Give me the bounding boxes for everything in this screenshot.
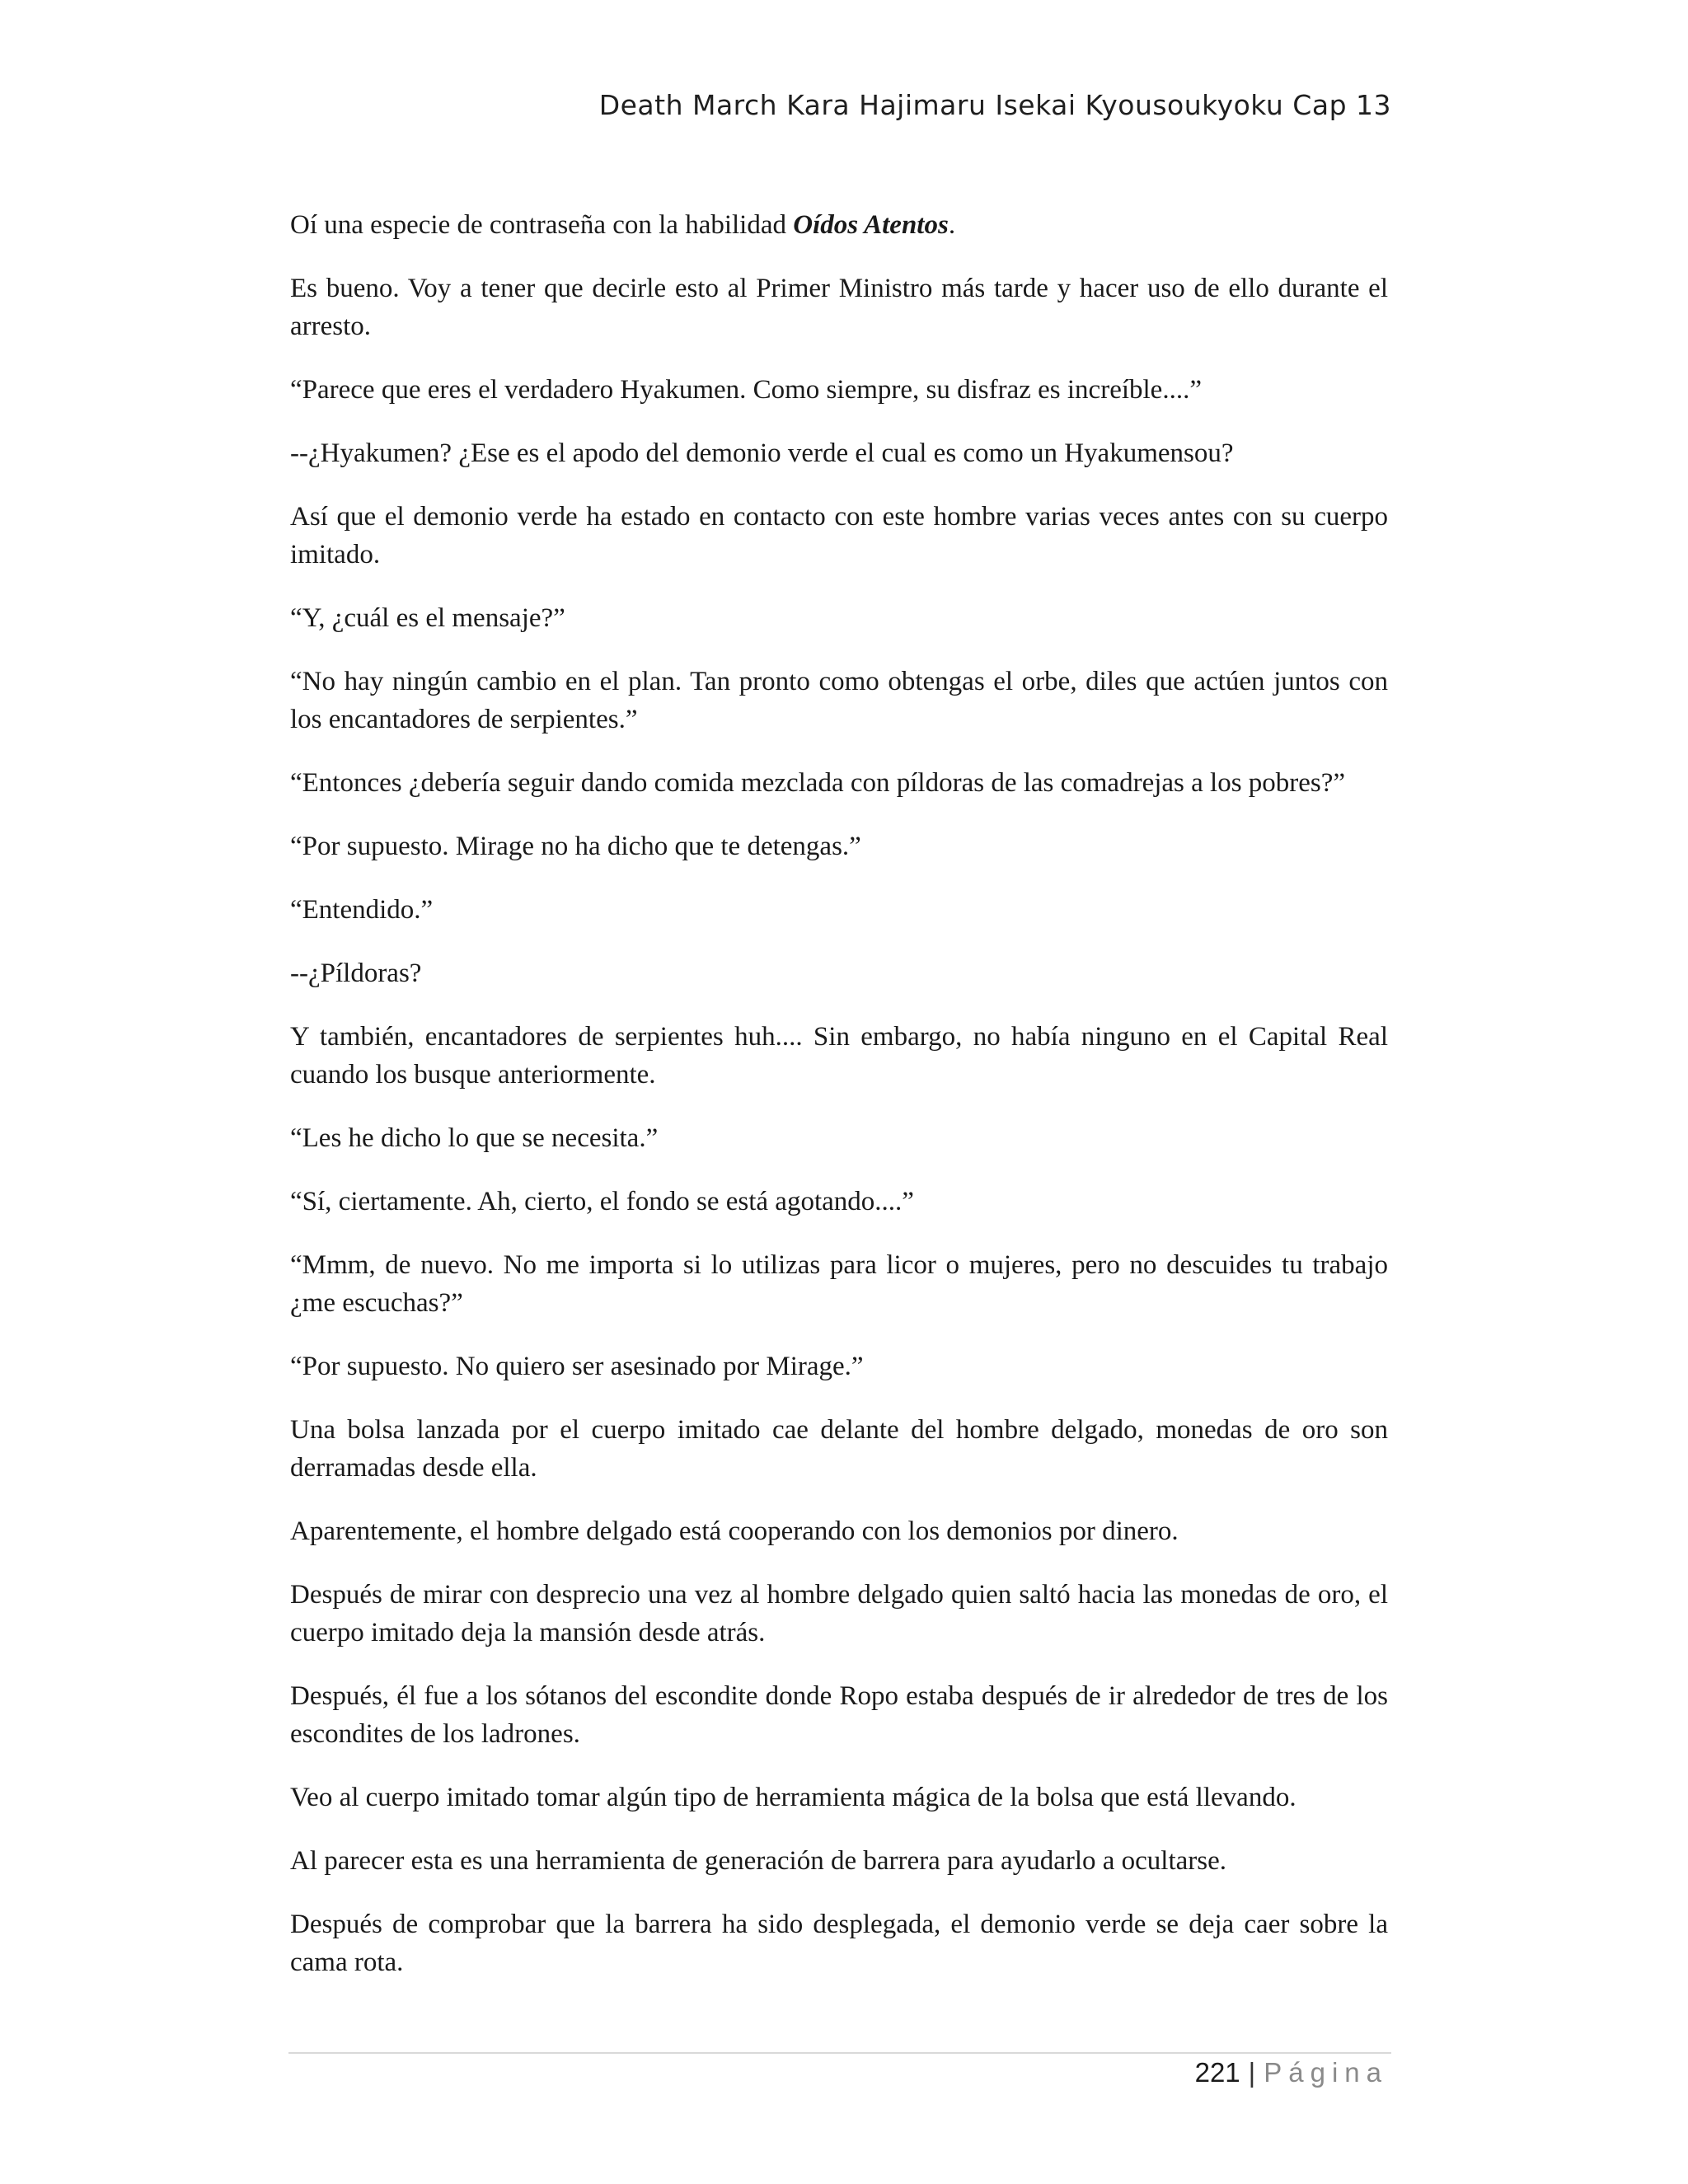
paragraph: “No hay ningún cambio en el plan. Tan pronto como obtengas el orbe, diles que actúen juntos con los encantadores de serpientes.”: [290, 667, 1388, 734]
page-number: 221: [1194, 2057, 1240, 2088]
paragraph: Y también, encantadores de serpientes huh.... Sin embargo, no había ninguno en el Capital Real cuando los busque anteriormente.: [290, 1022, 1388, 1090]
body-text: [290, 206, 1388, 2007]
page-label: Página: [1264, 2057, 1388, 2088]
footer-divider: [288, 2052, 1391, 2054]
page-footer: [1195, 2057, 1388, 2088]
paragraph: Así que el demonio verde ha estado en contacto con este hombre varias veces antes con su cuerpo imitado.: [290, 502, 1388, 569]
paragraph: --¿Píldoras?: [290, 958, 422, 988]
paragraph-text: Oí una especie de contraseña con la habilidad: [290, 210, 794, 240]
paragraph: “Sí, ciertamente. Ah, cierto, el fondo se está agotando....”: [290, 1187, 914, 1216]
paragraph: Después de mirar con desprecio una vez al hombre delgado quien saltó hacia las monedas de oro, el cuerpo imitado deja la mansión desde atrás.: [290, 1580, 1388, 1647]
paragraph: “Entonces ¿debería seguir dando comida mezclada con píldoras de las comadrejas a los pobres?”: [290, 768, 1346, 798]
paragraph: Al parecer esta es una herramienta de generación de barrera para ayudarlo a ocultarse.: [290, 1846, 1227, 1876]
paragraph: [290, 206, 1388, 244]
paragraph: “Mmm, de nuevo. No me importa si lo utilizas para licor o mujeres, pero no descuides tu trabajo ¿me escuchas?”: [290, 1250, 1388, 1318]
paragraph: “Entendido.”: [290, 895, 434, 925]
running-header: Death March Kara Hajimaru Isekai Kyousoukyoku Cap 13: [598, 89, 1391, 121]
paragraph-text: .: [948, 210, 956, 240]
paragraph: “Por supuesto. No quiero ser asesinado por Mirage.”: [290, 1352, 864, 1381]
paragraph: “Parece que eres el verdadero Hyakumen. Como siempre, su disfraz es increíble....”: [290, 375, 1202, 405]
paragraph: Veo al cuerpo imitado tomar algún tipo de herramienta mágica de la bolsa que está llevando.: [290, 1783, 1296, 1812]
paragraph: Una bolsa lanzada por el cuerpo imitado cae delante del hombre delgado, monedas de oro son derramadas desde ella.: [290, 1415, 1388, 1483]
paragraph: “Les he dicho lo que se necesita.”: [290, 1123, 659, 1153]
paragraph: “Y, ¿cuál es el mensaje?”: [290, 603, 565, 633]
paragraph: Es bueno. Voy a tener que decirle esto al Primer Ministro más tarde y hacer uso de ello durante el arresto.: [290, 274, 1388, 341]
paragraph: Después de comprobar que la barrera ha sido desplegada, el demonio verde se deja caer sobre la cama rota.: [290, 1910, 1388, 1977]
footer-separator: |: [1248, 2057, 1256, 2088]
paragraph: Después, él fue a los sótanos del escondite donde Ropo estaba después de ir alrededor de tres de los escondites de los ladrones.: [290, 1681, 1388, 1749]
paragraph: Aparentemente, el hombre delgado está cooperando con los demonios por dinero.: [290, 1516, 1179, 1546]
skill-name: Oídos Atentos: [793, 210, 949, 240]
paragraph: “Por supuesto. Mirage no ha dicho que te detengas.”: [290, 832, 861, 861]
paragraph: --¿Hyakumen? ¿Ese es el apodo del demonio verde el cual es como un Hyakumensou?: [290, 438, 1234, 468]
